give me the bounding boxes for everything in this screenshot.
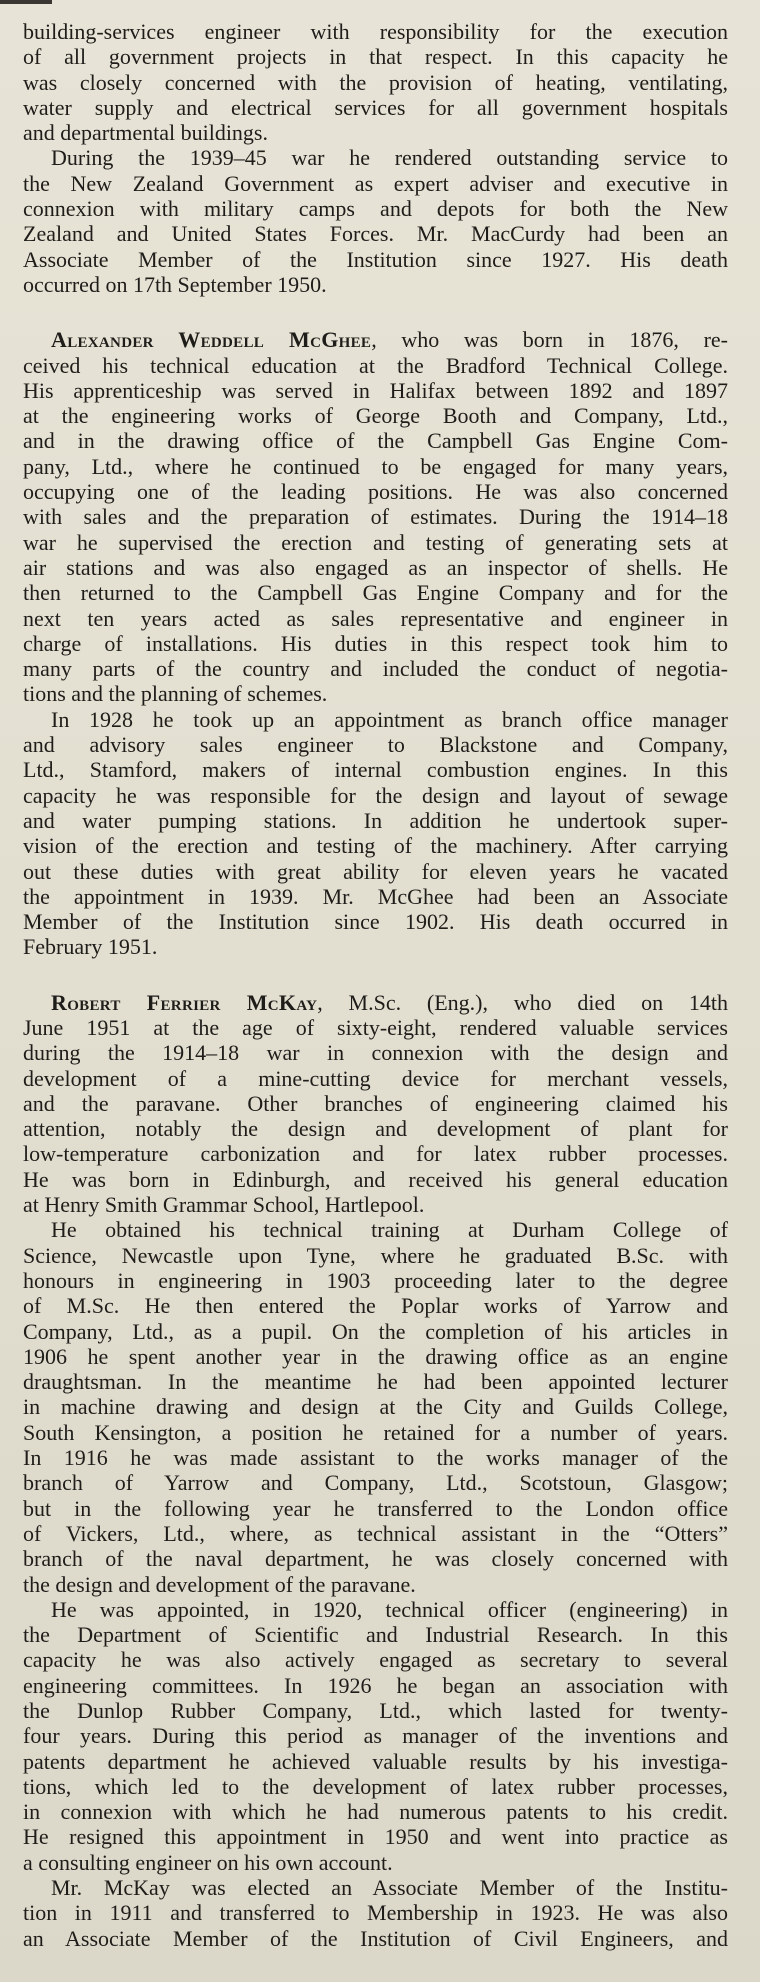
text-line: of Vickers, Ltd., where, as technical assistant in the “Otters” bbox=[23, 1520, 728, 1546]
text-line: He was appointed, in 1920, technical officer (engineering) in bbox=[51, 1596, 728, 1622]
text-line: building-services engineer with responsibility for the execution bbox=[23, 19, 728, 44]
text-line: the Dunlop Rubber Company, Ltd., which lasted for twenty- bbox=[23, 1698, 728, 1723]
text-line: In 1916 he was made assistant to the works manager of the bbox=[23, 1445, 728, 1471]
text-line: the appointment in 1939. Mr. McGhee had been an Associate bbox=[23, 883, 728, 909]
text-line: during the 1914–18 war in connexion with the design and bbox=[23, 1040, 728, 1066]
text-line: in machine drawing and design at the City and Guilds College, bbox=[23, 1394, 728, 1420]
text-line: Mr. McKay was elected an Associate Member of the Institu- bbox=[51, 1875, 728, 1901]
person-name: Alexander Weddell McGhee bbox=[51, 327, 372, 353]
text-line: During the 1939–45 war he rendered outstanding service to bbox=[51, 145, 728, 171]
text-line: tions, which led to the development of latex rubber processes, bbox=[23, 1773, 728, 1799]
text-line: then returned to the Campbell Gas Engine Company and for the bbox=[23, 580, 728, 606]
text-line: in connexion with which he had numerous patents to his credit. bbox=[23, 1799, 728, 1825]
text-line: He resigned this appointment in 1950 and went into practice as bbox=[23, 1824, 728, 1850]
document-page bbox=[23, 19, 728, 1951]
text-line: and water pumping stations. In addition he undertook super- bbox=[23, 807, 728, 833]
text-line: draughtsman. In the meantime he had been appointed lecturer bbox=[23, 1369, 728, 1395]
text-line: Zealand and United States Forces. Mr. MacCurdy had been an bbox=[23, 221, 728, 247]
obituary-paragraph bbox=[23, 327, 728, 706]
obituary-paragraph bbox=[23, 990, 728, 1218]
text-line: Company, Ltd., as a pupil. On the completion of his articles in bbox=[23, 1318, 728, 1344]
text-line: He was born in Edinburgh, and received his general education bbox=[23, 1166, 728, 1192]
paragraph bbox=[23, 1217, 728, 1596]
text-line bbox=[23, 327, 728, 352]
paragraph bbox=[23, 1597, 728, 1875]
text-line: tion in 1911 and transferred to Membership in 1923. He was also bbox=[23, 1900, 728, 1926]
text-line: South Kensington, a position he retained for a number of years. bbox=[23, 1419, 728, 1445]
text-line: branch of Yarrow and Company, Ltd., Scotstoun, Glasgow; bbox=[23, 1470, 728, 1496]
text-line: the Department of Scientific and Industrial Research. In this bbox=[23, 1622, 728, 1648]
text-line: and advisory sales engineer to Blackstone and Company, bbox=[23, 732, 728, 758]
text-line: and the paravane. Other branches of engineering claimed his bbox=[23, 1090, 728, 1116]
text-line: and in the drawing office of the Campbell Gas Engine Com- bbox=[23, 428, 728, 454]
text-line: war he supervised the erection and testing of generating sets at bbox=[23, 529, 728, 555]
text-line: development of a mine-cutting device for merchant vessels, bbox=[23, 1065, 728, 1091]
text-line: February 1951. bbox=[23, 934, 158, 960]
text-line: connexion with military camps and depots for both the New bbox=[23, 196, 728, 222]
text-line: and departmental buildings. bbox=[23, 120, 268, 146]
text-line: with sales and the preparation of estimates. During the 1914–18 bbox=[23, 504, 728, 530]
text-line: 1906 he spent another year in the drawing office as an engine bbox=[23, 1343, 728, 1369]
text-line: four years. During this period as manager of the inventions and bbox=[23, 1723, 728, 1749]
text-line: engineering committees. In 1926 he began an association with bbox=[23, 1672, 728, 1698]
line-text: , who was born in 1876, re- bbox=[371, 327, 728, 353]
text-line: patents department he achieved valuable results by his investiga- bbox=[23, 1748, 728, 1774]
text-line: air stations and was also engaged as an inspector of shells. He bbox=[23, 554, 728, 580]
text-line: His apprenticeship was served in Halifax between 1892 and 1897 bbox=[23, 377, 728, 403]
text-line bbox=[23, 990, 728, 1015]
paragraph bbox=[23, 1875, 728, 1951]
text-line: next ten years acted as sales representative and engineer in bbox=[23, 605, 728, 631]
text-line: June 1951 at the age of sixty-eight, rendered valuable services bbox=[23, 1014, 728, 1040]
text-line: capacity he was responsible for the design and layout of sewage bbox=[23, 782, 728, 808]
text-line: an Associate Member of the Institution of Civil Engineers, and bbox=[23, 1925, 728, 1951]
text-line: water supply and electrical services for all government hospitals bbox=[23, 94, 728, 120]
text-line: tions and the planning of schemes. bbox=[23, 681, 328, 707]
text-line: occurred on 17th September 1950. bbox=[23, 271, 327, 297]
paragraph bbox=[23, 145, 728, 297]
text-line: Member of the Institution since 1902. His death occurred in bbox=[23, 909, 728, 935]
text-line: the New Zealand Government as expert adviser and executive in bbox=[23, 170, 728, 196]
text-line: vision of the erection and testing of the machinery. After carrying bbox=[23, 833, 728, 859]
text-line: pany, Ltd., where he continued to be engaged for many years, bbox=[23, 453, 728, 479]
text-line: a consulting engineer on his own account. bbox=[23, 1849, 393, 1875]
line-text: , M.Sc. (Eng.), who died on 14th bbox=[317, 989, 728, 1015]
text-line: In 1928 he took up an appointment as branch office manager bbox=[51, 706, 728, 732]
text-line: Associate Member of the Institution since 1927. His death bbox=[23, 246, 728, 272]
text-line: branch of the naval department, he was closely concerned with bbox=[23, 1546, 728, 1572]
text-line: Science, Newcastle upon Tyne, where he graduated B.Sc. with bbox=[23, 1242, 728, 1268]
text-line: was closely concerned with the provision of heating, ventilating, bbox=[23, 69, 728, 95]
person-name: Robert Ferrier McKay bbox=[51, 989, 318, 1015]
text-line: the design and development of the paravane. bbox=[23, 1571, 416, 1597]
text-line: at Henry Smith Grammar School, Hartlepool. bbox=[23, 1192, 425, 1218]
text-line: low-temperature carbonization and for latex rubber processes. bbox=[23, 1141, 728, 1167]
text-line: honours in engineering in 1903 proceeding later to the degree bbox=[23, 1267, 728, 1293]
text-line: of all government projects in that respect. In this capacity he bbox=[23, 44, 728, 70]
text-line: out these duties with great ability for eleven years he vacated bbox=[23, 858, 728, 884]
paragraph bbox=[23, 19, 728, 145]
text-line: capacity he was also actively engaged as secretary to several bbox=[23, 1647, 728, 1673]
text-line: occupying one of the leading positions. He was also concerned bbox=[23, 479, 728, 505]
previous-text-fragment bbox=[0, 0, 52, 4]
text-line: of M.Sc. He then entered the Poplar works of Yarrow and bbox=[23, 1293, 728, 1319]
text-line: attention, notably the design and development of plant for bbox=[23, 1116, 728, 1142]
paragraph bbox=[23, 707, 728, 960]
text-line: He obtained his technical training at Durham College of bbox=[51, 1217, 728, 1243]
text-line: but in the following year he transferred to the London office bbox=[23, 1495, 728, 1521]
text-line: at the engineering works of George Booth and Company, Ltd., bbox=[23, 403, 728, 429]
text-line: many parts of the country and included the conduct of negotia- bbox=[23, 656, 728, 682]
text-line: ceived his technical education at the Bradford Technical College. bbox=[23, 352, 728, 378]
text-line: Ltd., Stamford, makers of internal combustion engines. In this bbox=[23, 757, 728, 783]
text-line: charge of installations. His duties in this respect took him to bbox=[23, 630, 728, 656]
